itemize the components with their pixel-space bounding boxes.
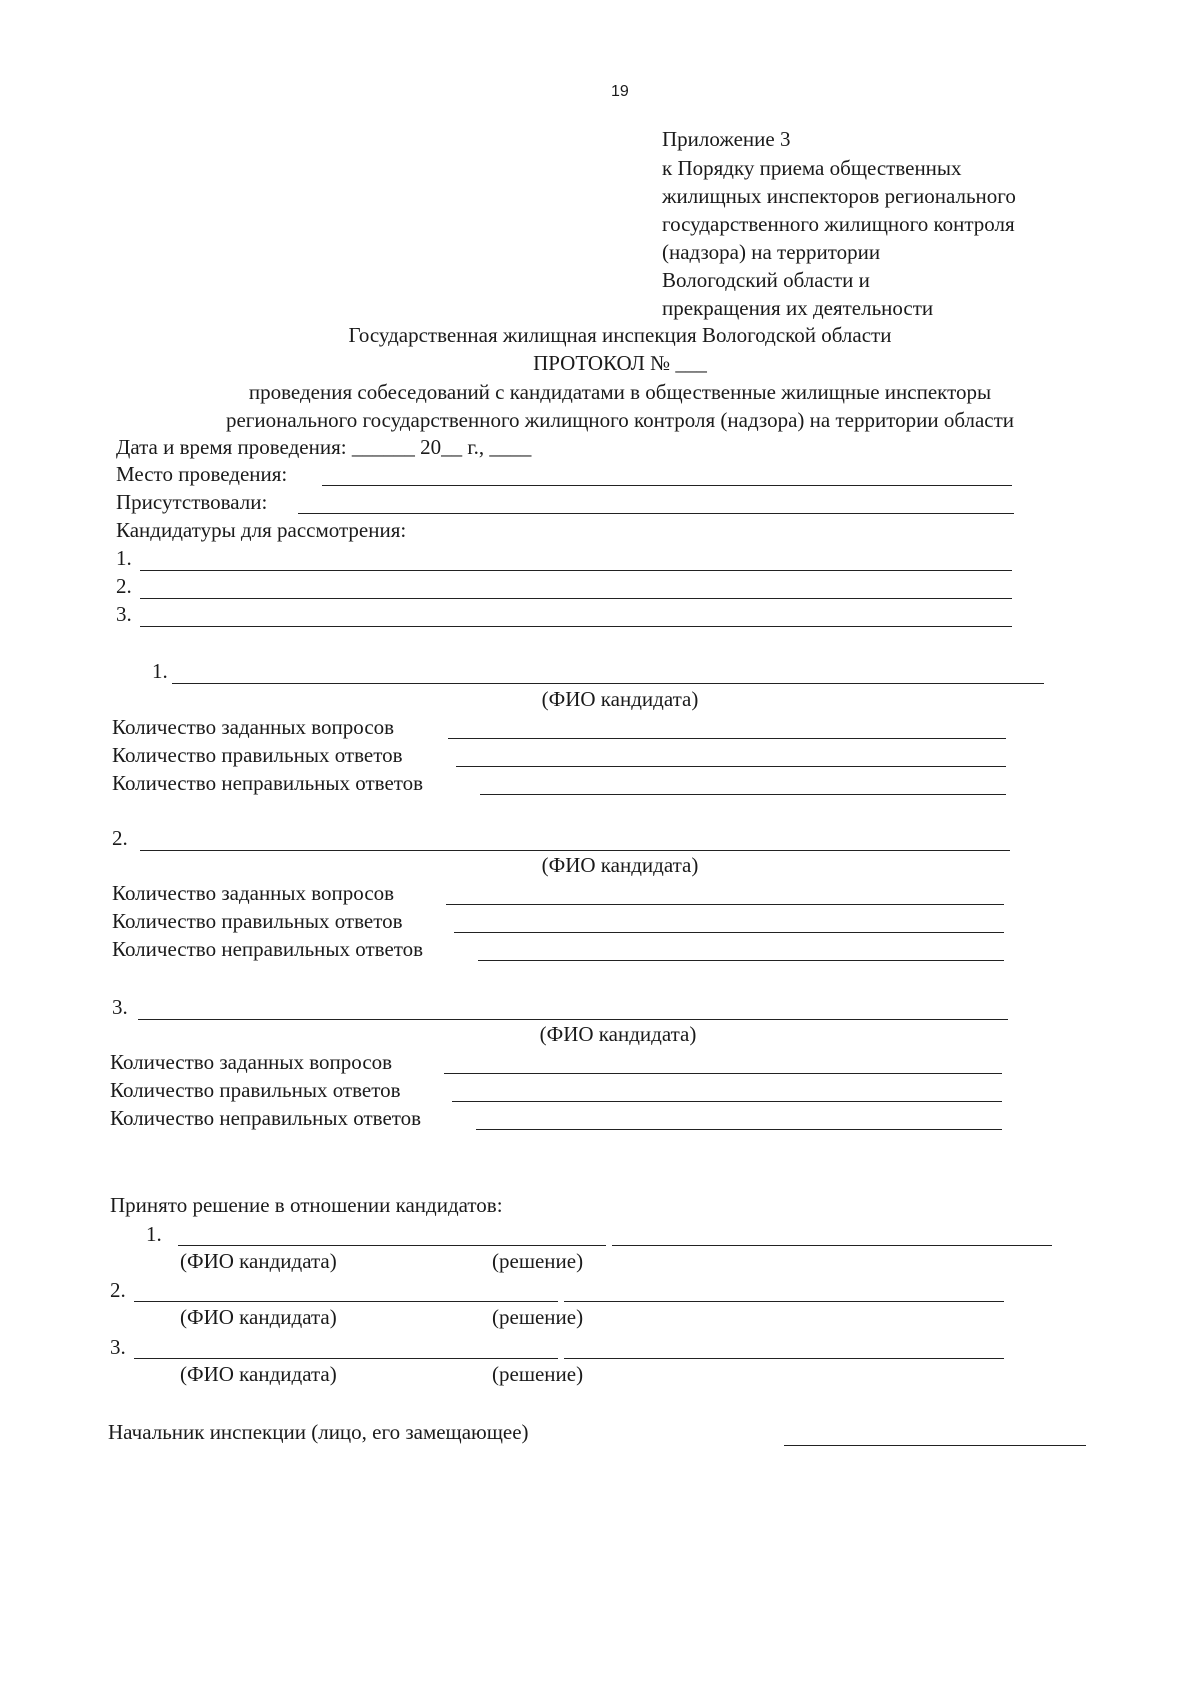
wrong-line[interactable] [480, 794, 1006, 795]
wrong-line[interactable] [478, 960, 1004, 961]
decision-fio-caption: (ФИО кандидата) [180, 1362, 337, 1386]
decision-title: Принято решение в отношении кандидатов: [110, 1193, 503, 1217]
appendix-line: Вологодский области и [662, 268, 870, 292]
decision-fio-line[interactable] [134, 1358, 558, 1359]
candidate-number: 2. [112, 826, 128, 850]
questions-line[interactable] [444, 1073, 1002, 1074]
questions-label: Количество заданных вопросов [112, 881, 395, 905]
candidate-fio-line[interactable] [138, 1019, 1008, 1020]
candidate-number: 1. [152, 659, 168, 683]
candidates-label: Кандидатуры для рассмотрения: [116, 518, 407, 542]
appendix-line: к Порядку приема общественных [662, 156, 962, 180]
decision-result-caption: (решение) [492, 1249, 584, 1273]
questions-label: Количество заданных вопросов [110, 1050, 393, 1074]
present-label: Присутствовали: [116, 490, 268, 514]
decision-fio-line[interactable] [134, 1301, 558, 1302]
candidate-list-number: 1. [116, 546, 132, 570]
correct-line[interactable] [454, 932, 1004, 933]
appendix-line: (надзора) на территории [662, 240, 881, 264]
questions-line[interactable] [446, 904, 1004, 905]
page-number: 19 [611, 83, 629, 100]
candidate-list-line[interactable] [140, 570, 1012, 571]
appendix-line: прекращения их деятельности [662, 296, 934, 320]
decision-result-line[interactable] [564, 1358, 1004, 1359]
candidate-fio-line[interactable] [140, 850, 1010, 851]
fio-caption: (ФИО кандидата) [539, 1022, 697, 1046]
decision-number: 3. [110, 1335, 126, 1359]
appendix-line: жилищных инспекторов регионального [662, 184, 1016, 208]
correct-label: Количество правильных ответов [110, 1078, 401, 1102]
org-name: Государственная жилищная инспекция Вологодской области [348, 323, 892, 347]
fio-caption: (ФИО кандидата) [541, 853, 699, 877]
fio-caption: (ФИО кандидата) [541, 687, 699, 711]
present-field-line[interactable] [298, 513, 1014, 514]
decision-result-caption: (решение) [492, 1362, 584, 1386]
decision-result-caption: (решение) [492, 1305, 584, 1329]
decision-result-line[interactable] [612, 1245, 1052, 1246]
wrong-line[interactable] [476, 1129, 1002, 1130]
signature-line[interactable] [784, 1445, 1086, 1446]
candidate-list-number: 3. [116, 602, 132, 626]
candidate-list-line[interactable] [140, 626, 1012, 627]
correct-line[interactable] [452, 1101, 1002, 1102]
decision-fio-caption: (ФИО кандидата) [180, 1249, 337, 1273]
protocol-subtitle: регионального государственного жилищного контроля (надзора) на территории области [225, 408, 1015, 432]
wrong-label: Количество неправильных ответов [112, 771, 424, 795]
decision-number: 2. [110, 1278, 126, 1302]
candidate-fio-line[interactable] [172, 683, 1044, 684]
correct-label: Количество правильных ответов [112, 909, 403, 933]
candidate-list-line[interactable] [140, 598, 1012, 599]
decision-result-line[interactable] [564, 1301, 1004, 1302]
place-label: Место проведения: [116, 462, 288, 486]
date-time-field: Дата и время проведения: ______ 20__ г., ____ [116, 435, 532, 459]
correct-line[interactable] [456, 766, 1006, 767]
questions-label: Количество заданных вопросов [112, 715, 395, 739]
decision-fio-line[interactable] [178, 1245, 606, 1246]
appendix-line: государственного жилищного контроля [662, 212, 1015, 236]
correct-label: Количество правильных ответов [112, 743, 403, 767]
protocol-subtitle: проведения собеседований с кандидатами в общественные жилищные инспекторы [248, 380, 992, 404]
signature-label: Начальник инспекции (лицо, его замещающее) [108, 1420, 529, 1444]
place-field-line[interactable] [322, 485, 1012, 486]
candidate-number: 3. [112, 995, 128, 1019]
appendix-line: Приложение 3 [662, 127, 791, 151]
decision-number: 1. [146, 1222, 162, 1246]
wrong-label: Количество неправильных ответов [110, 1106, 422, 1130]
questions-line[interactable] [448, 738, 1006, 739]
candidate-list-number: 2. [116, 574, 132, 598]
decision-fio-caption: (ФИО кандидата) [180, 1305, 337, 1329]
protocol-title: ПРОТОКОЛ № ___ [533, 351, 707, 375]
wrong-label: Количество неправильных ответов [112, 937, 424, 961]
